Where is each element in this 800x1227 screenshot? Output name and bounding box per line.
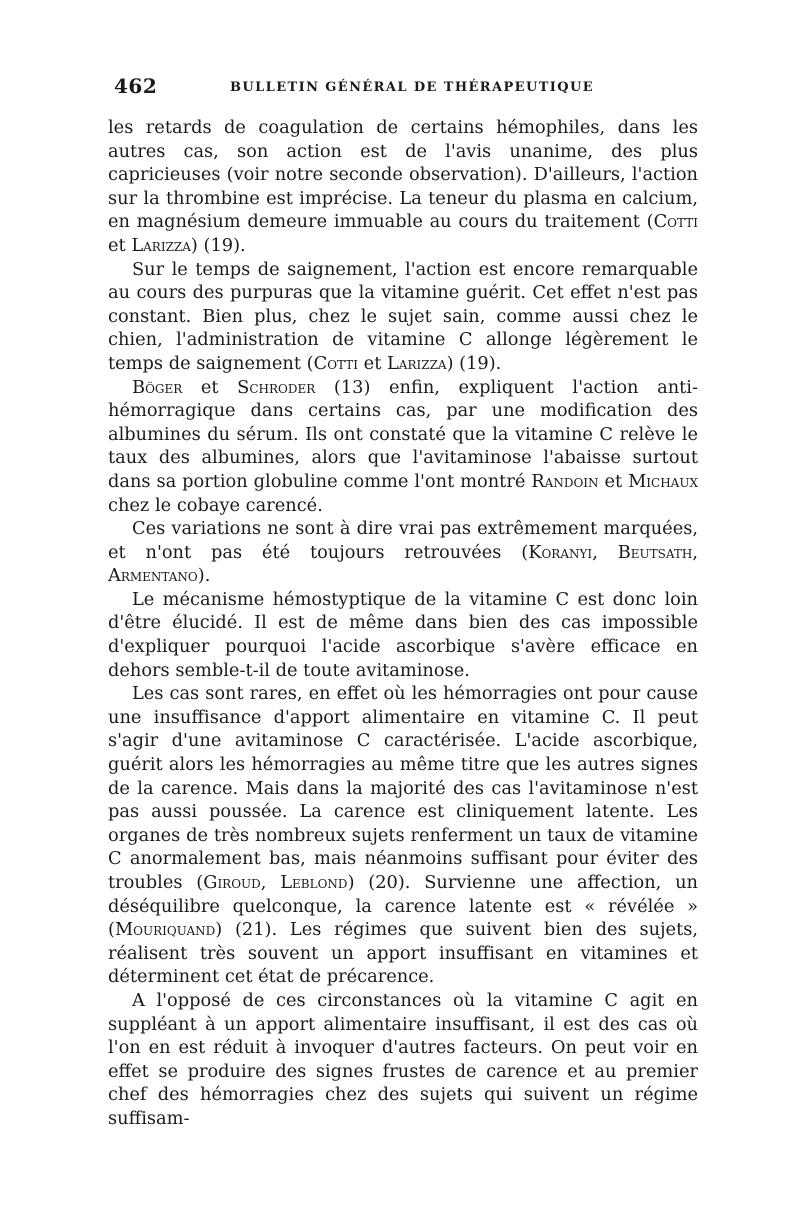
author-name: Böger: [132, 376, 183, 398]
paragraph-2: [108, 258, 698, 376]
journal-title: BULLETIN GÉNÉRAL DE THÉRAPEUTIQUE: [230, 80, 595, 95]
running-head: [108, 74, 698, 104]
body-text: [108, 116, 698, 1131]
author-name: Koranyi: [528, 541, 593, 563]
paragraph-text: et: [182, 376, 238, 398]
paragraph-3: [108, 376, 698, 518]
paragraph-text: Sur le temps de saignement, l'action est encore remarquable au cours des purpuras que la vitamine guérit. Cet effet n'est pas constant. Bien plus, chez le sujet sain, comme aussi chez le chien, l'administration de vitamine C allonge légèrement le temps de saignement (: [108, 258, 698, 374]
author-name: Schroder: [237, 376, 316, 398]
author-name: Armentano: [108, 565, 198, 587]
paragraph-text: les retards de coagulation de certains hémophiles, dans les autres cas, son action est de l'avis unanime, des plus capricieuses (voir notre seconde observation). D'ailleurs, l'action sur la thrombine est imprécise. La teneur du plasma en calcium, en magnésium demeure immuable au cours du traitement (: [108, 117, 698, 233]
page-number: 462: [114, 74, 158, 98]
paragraph-text: et: [108, 234, 132, 256]
author-name: Larizza: [131, 234, 191, 256]
paragraph-7: [108, 989, 698, 1131]
author-name: Beutsath: [617, 541, 693, 563]
paragraph-text: ,: [592, 541, 618, 563]
author-name: Giroud: [203, 872, 261, 893]
paragraph-1: [108, 116, 698, 258]
author-name: Mouriquand: [114, 919, 216, 941]
author-name: Randoin: [531, 470, 599, 492]
paragraph-text: et: [598, 470, 629, 492]
author-name: Michaux: [628, 470, 698, 492]
author-name: Cotti: [313, 352, 359, 374]
paragraph-text: ) (21). Les régimes que suivent bien des sujets, réalisent très souvent un apport insuffisant en vitamines et déterminent cet état de précarence.: [108, 919, 698, 988]
author-name: Leblond: [280, 872, 348, 893]
paragraph-5: [108, 588, 698, 682]
paragraph-text: ,: [692, 541, 698, 563]
paragraph-text: chez le cobaye carencé.: [108, 494, 323, 516]
paragraph-text: ) (19).: [190, 234, 246, 256]
author-name: Cotti: [653, 211, 698, 233]
paragraph-text: et: [358, 352, 387, 374]
paragraph-6: [108, 682, 698, 989]
paragraph-text: ).: [197, 565, 211, 587]
paragraph-text: ) (20). Survienne une affection, un déséquilibre quelconque, la carence latente est « révélée » (: [108, 872, 699, 941]
paragraph-text: ,: [260, 872, 281, 893]
paragraph-4: [108, 517, 698, 588]
paragraph-text: A l'opposé de ces circonstances où la vitamine C agit en suppléant à un apport alimentaire insuffisant, il est des cas où l'on en est réduit à invoquer d'autres facteurs. On peut voir en effet se produire des signes frustes de carence et au premier chef des hémorragies chez des sujets qui suivent un régime suffisam-: [108, 989, 698, 1129]
paragraph-text: ) (19).: [446, 352, 502, 374]
paragraph-text: Ces variations ne sont à dire vrai pas extrêmement marquées, et n'ont pas été toujours retrouvées (: [108, 518, 698, 563]
author-name: Larizza: [387, 352, 447, 374]
paragraph-text: (13) enfin, expliquent l'action anti-hémorragique dans certains cas, par une modification des albumines du sérum. Ils ont constaté que la vitamine C relève le taux des albumines, alors que l'avitaminose l'abaisse surtout dans sa portion globuline comme l'ont montré: [108, 376, 698, 492]
paragraph-text: Le mécanisme hémostyptique de la vitamine C est donc loin d'être élucidé. Il est de même dans bien des cas impossible d'expliquer pourquoi l'acide ascorbique s'avère efficace en dehors semble-t-il de toute avitaminose.: [108, 588, 698, 681]
paragraph-text: Les cas sont rares, en effet où les hémorragies ont pour cause une insuffisance d'apport alimentaire en vitamine C. Il peut s'agir d'une avitaminose C caractérisée. L'acide ascorbique, guérit alors les hémorragies au même titre que les autres signes de la carence. Mais dans la majorité des cas l'avitaminose n'est pas aussi poussée. La carence est cliniquement latente. Les organes de très nombreux sujets renferment un taux de vitamine C anormalement bas, mais néanmoins suffisant pour éviter des troubles (: [108, 683, 698, 893]
